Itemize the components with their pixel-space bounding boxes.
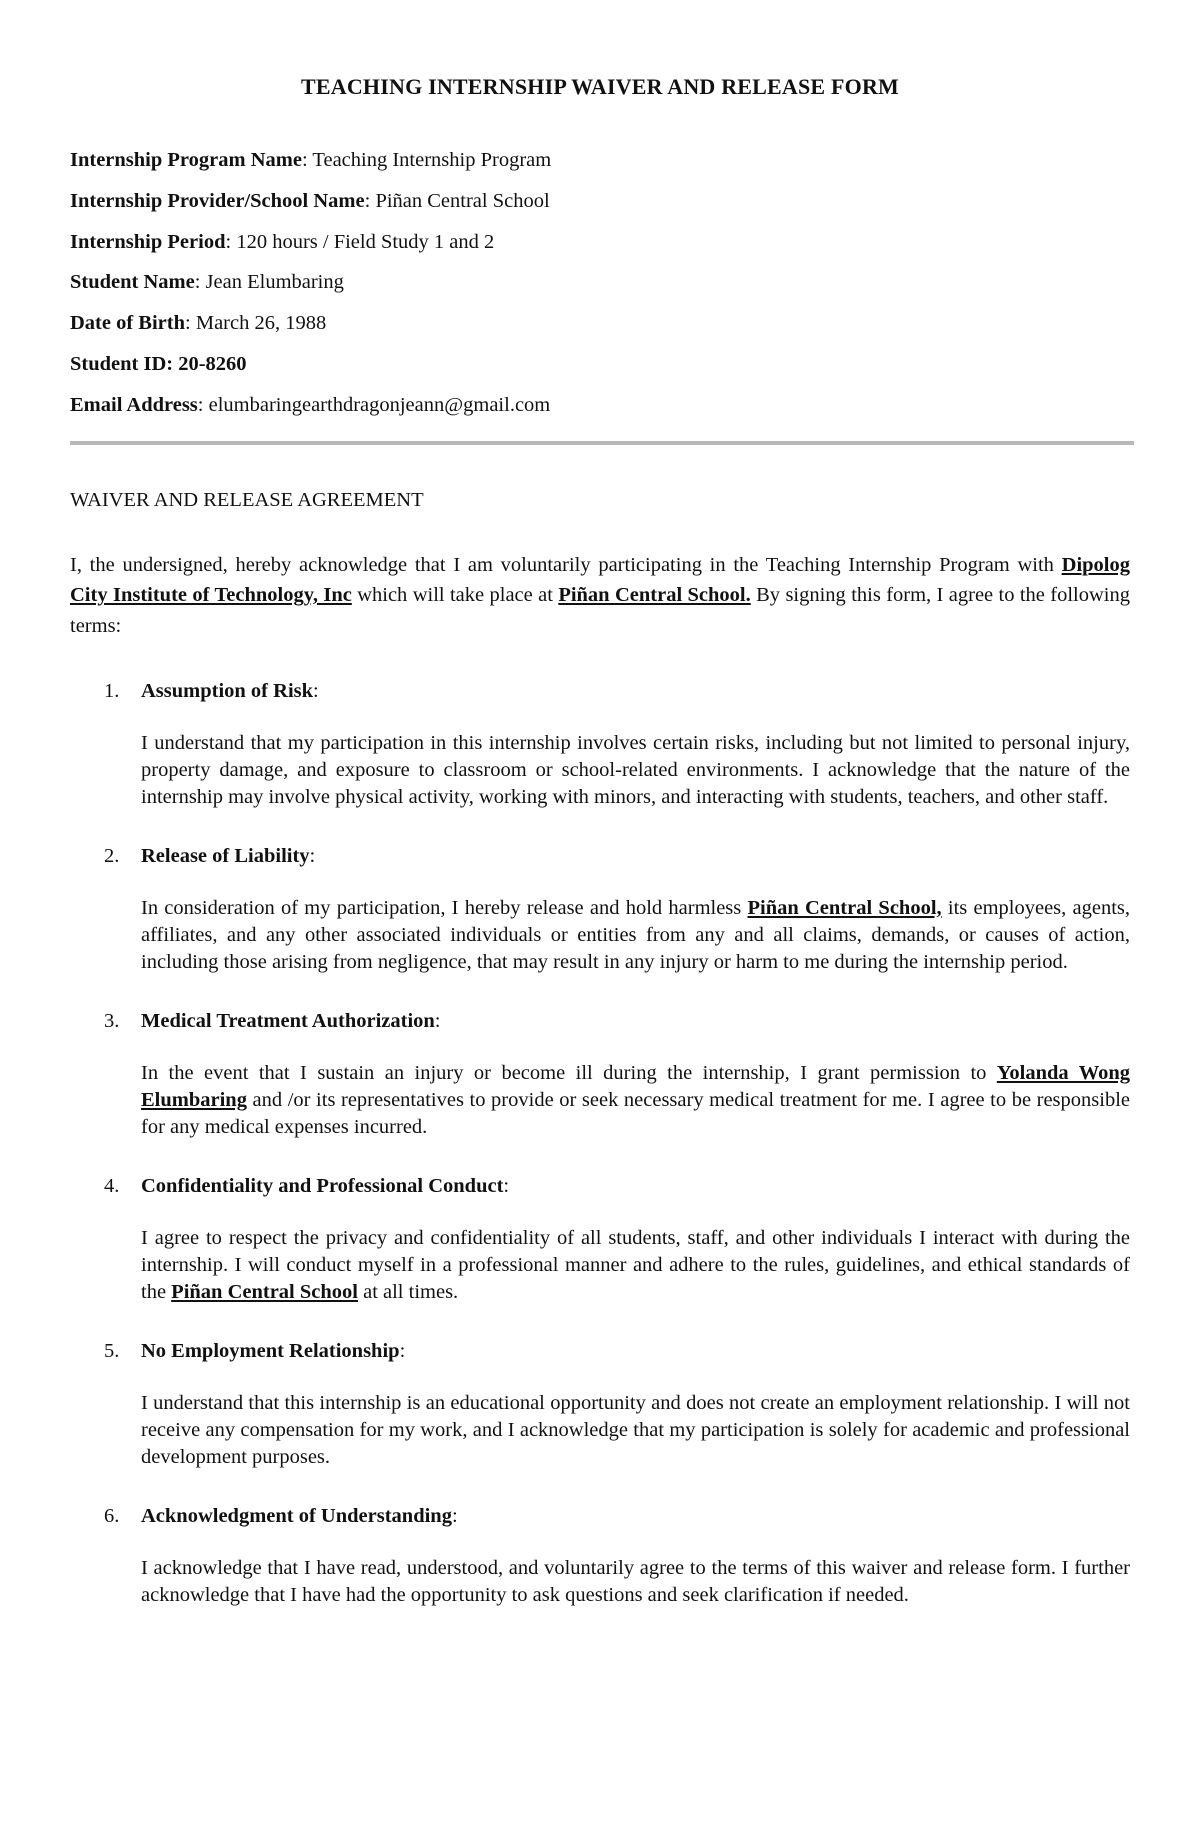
- term-number: 6.: [104, 1505, 120, 1528]
- program-label: Internship Program Name: [70, 149, 302, 171]
- horizontal-divider: [70, 441, 1134, 445]
- term-assumption-of-risk: [70, 676, 1130, 811]
- term-release-of-liability: [70, 841, 1130, 976]
- info-row-dob: Date of Birth: March 26, 1988: [70, 312, 327, 335]
- term-heading: 3. Medical Treatment Authorization:: [70, 1006, 1130, 1036]
- term-heading: 5. No Employment Relationship:: [70, 1336, 1130, 1366]
- term-acknowledgment: [70, 1501, 1130, 1609]
- term-title: Acknowledgment of Understanding: [141, 1505, 452, 1528]
- info-row-provider: Internship Provider/School Name: Piñan Central School: [70, 189, 550, 212]
- form-title: TEACHING INTERNSHIP WAIVER AND RELEASE FORM: [300, 74, 900, 99]
- term-number: 3.: [104, 1010, 120, 1033]
- term-number: 2.: [104, 845, 120, 868]
- term-heading: 2. Release of Liability:: [70, 841, 1130, 871]
- term-body-text-2: and /or its representatives to provide or seek necessary medical treatment for me. I agree to be responsible for any medical expenses incurred.: [141, 1089, 1130, 1139]
- term-body: [70, 1225, 1130, 1306]
- intro-text-1: I, the undersigned, hereby acknowledge that I am voluntarily participating in the Teaching Internship Program with: [70, 553, 1062, 576]
- provider-value: Piñan Central School: [375, 189, 550, 212]
- term-number: 5.: [104, 1340, 120, 1363]
- term-heading: 1. Assumption of Risk:: [70, 676, 1130, 706]
- dob-value: March 26, 1988: [195, 312, 327, 335]
- info-row-program: Internship Program Name: Teaching Internship Program: [70, 149, 552, 171]
- term-body: [70, 1060, 1130, 1141]
- term-title: Release of Liability: [141, 845, 310, 868]
- term-body: I understand that this internship is an educational opportunity and does not create an employment relationship. I will not receive any compensation for my work, and I acknowledge that my participation is solely for academic and professional development purposes.: [141, 1392, 1130, 1469]
- email-label: Email Address: [70, 393, 198, 416]
- term-body: [70, 895, 1130, 976]
- term-heading: 4. Confidentiality and Professional Conduct:: [70, 1171, 1130, 1201]
- term-body-guardian: Yolanda Wong Elumbaring: [141, 1062, 1130, 1112]
- term-body-text-1: In the event that I sustain an injury or become ill during the internship, I grant permission to: [141, 1062, 997, 1085]
- provider-label: Internship Provider/School Name: [70, 189, 365, 212]
- intro-text-3: By signing this form, I agree to the following terms:: [70, 584, 1131, 637]
- term-body: I acknowledge that I have read, understood, and voluntarily agree to the terms of this waiver and release form. I further acknowledge that I have had the opportunity to ask questions and seek clarification if needed.: [141, 1557, 1130, 1607]
- term-body-text-1: In consideration of my participation, I hereby release and hold harmless: [141, 897, 748, 920]
- term-body-text-2: at all times.: [357, 1281, 459, 1304]
- period-label: Internship Period: [70, 230, 226, 253]
- info-row-email: Email Address: elumbaringearthdragonjeann@gmail.com: [70, 393, 551, 416]
- program-value: Teaching Internship Program: [312, 149, 552, 171]
- term-title: No Employment Relationship: [141, 1340, 400, 1363]
- student-id-value: 20-8260: [178, 352, 247, 375]
- term-title: Confidentiality and Professional Conduct: [141, 1175, 504, 1198]
- student-id-label: Student ID:: [70, 352, 174, 375]
- agreement-intro: [70, 550, 1130, 642]
- period-value: 120 hours / Field Study 1 and 2: [236, 230, 495, 253]
- term-body: I understand that my participation in this internship involves certain risks, including but not limited to personal injury, property damage, and exposure to classroom or school-related environments. I acknowledge that the nature of the internship may involve physical activity, working with minors, and interacting with students, teachers, and other staff.: [141, 732, 1130, 809]
- term-number: 1.: [104, 680, 120, 703]
- info-row-student: Student Name: Jean Elumbaring: [70, 271, 344, 294]
- info-row-period: Internship Period: 120 hours / Field Study 1 and 2: [70, 230, 495, 253]
- student-info-block: [70, 140, 1130, 426]
- terms-list: [70, 676, 1130, 1609]
- agreement-heading: WAIVER AND RELEASE AGREEMENT: [70, 488, 424, 511]
- school-name: Piñan Central School.: [558, 584, 751, 607]
- student-name-value: Jean Elumbaring: [205, 271, 344, 294]
- student-name-label: Student Name: [70, 271, 195, 294]
- term-number: 4.: [104, 1175, 120, 1198]
- term-body-text-1: I agree to respect the privacy and confidentiality of all students, staff, and other individuals I interact with during the internship. I will conduct myself in a professional manner and adhere to the rules, guidelines, and ethical standards of the: [141, 1227, 1130, 1304]
- term-title: Assumption of Risk: [141, 680, 314, 703]
- term-body-text-2: its employees, agents, affiliates, and any other associated individuals or entities from any and all claims, demands, or causes of action, including those arising from negligence, that may result in any injury or harm to me during the internship period.: [141, 897, 1130, 974]
- info-row-student-id: [70, 344, 1130, 385]
- term-body-school: Piñan Central School: [171, 1281, 358, 1304]
- dob-label: Date of Birth: [70, 312, 186, 335]
- intro-text-2: which will take place at: [351, 584, 559, 607]
- term-title: Medical Treatment Authorization: [141, 1010, 435, 1033]
- term-no-employment: [70, 1336, 1130, 1471]
- term-heading: 6. Acknowledgment of Understanding:: [70, 1501, 1130, 1531]
- term-medical-treatment: [70, 1006, 1130, 1141]
- term-body-school: Piñan Central School,: [747, 897, 942, 920]
- term-confidentiality: [70, 1171, 1130, 1306]
- email-value: elumbaringearthdragonjeann@gmail.com: [208, 393, 551, 416]
- institute-name: Dipolog City Institute of Technology, Inc: [70, 553, 1130, 607]
